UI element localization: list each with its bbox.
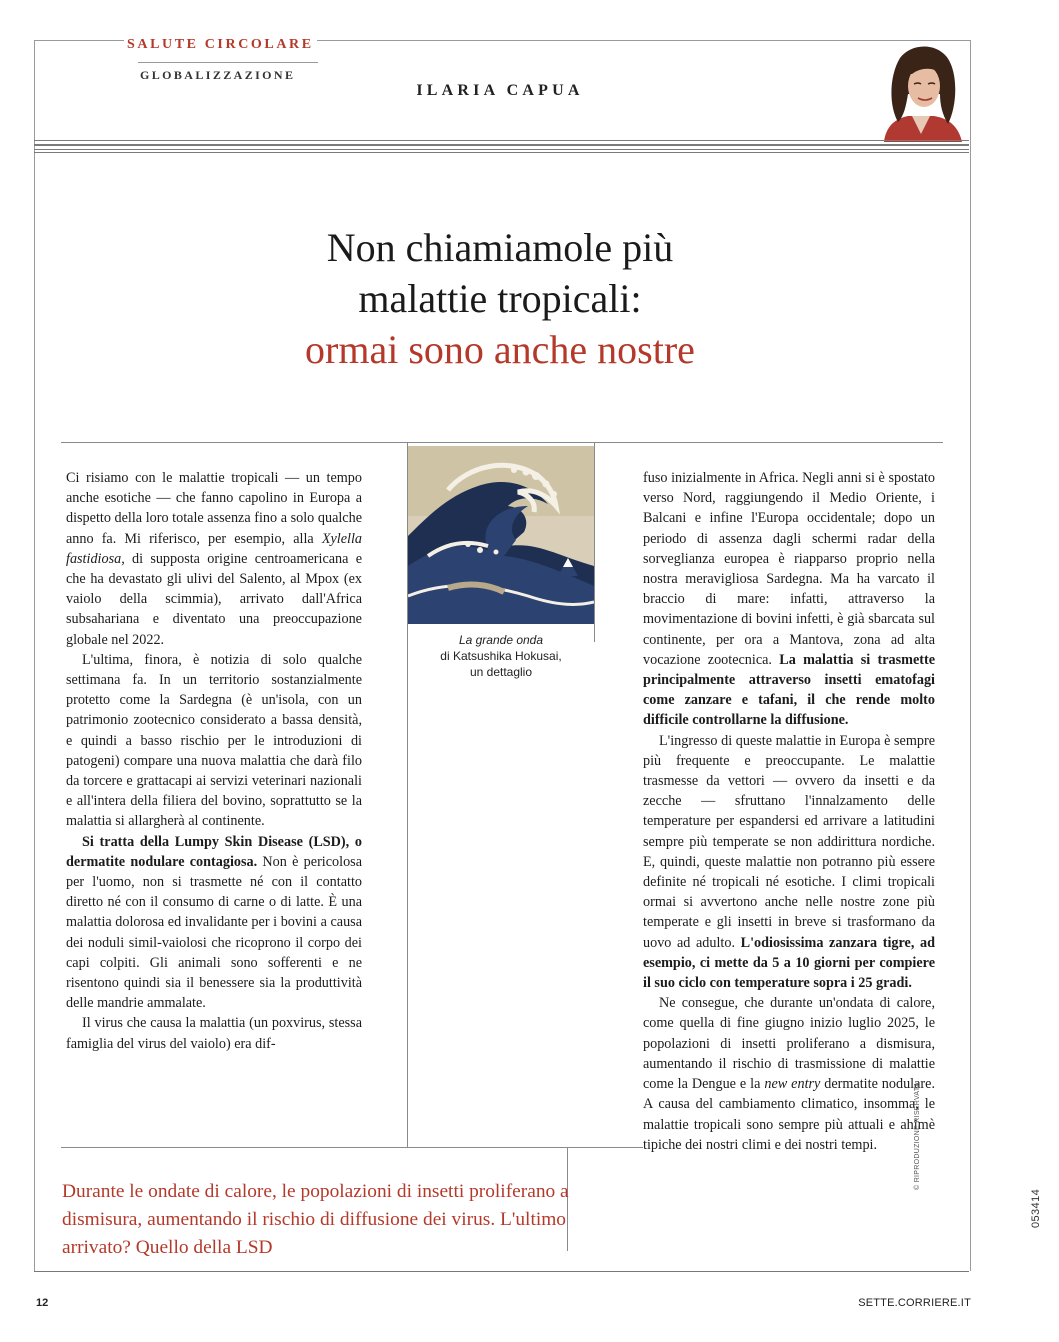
caption-title: La grande onda (458, 633, 544, 647)
header-rule (34, 149, 969, 150)
subsection-kicker: GLOBALIZZAZIONE (140, 68, 296, 82)
article-code: 053414 (1030, 1188, 1042, 1228)
header-rule (34, 140, 969, 141)
footer-rule (34, 1271, 969, 1272)
great-wave-image (408, 446, 594, 624)
image-divider-right (594, 442, 595, 642)
paragraph: Ne consegue, che durante un'ondata di calore, come quella di fine giugno inizio luglio 2025, le popolazioni di insetti proliferano a dismisura, aumentando il rischio di trasmissione di malattie come la Dengue e la new entry dermatite nodulare. A causa del cambiamento climatico, insomma, le malattie tropicali sono sempre più attuali e ahimè tipiche dei nostri climi e dei nostri tempi. (643, 995, 935, 1153)
headline-line-1: Non chiamiamole più (326, 225, 674, 270)
page-number: 12 (36, 1297, 49, 1309)
paragraph: Si tratta della Lumpy Skin Disease (LSD), o dermatite nodulare contagiosa. Non è pericolosa per l'uomo, non si trasmette né con il contatto diretto né con il consumo di carne o di latte. È una malattia dolorosa ed invalidante per i bovini a causa dei noduli simil-vaiolosi che ricoprono il corpo dei capi colpiti. Gli animali sono sofferenti e ne risentono quindi sia il benessere sia la produttività delle mandrie ammalate. (66, 833, 362, 1012)
pullquote-rule (61, 1147, 643, 1148)
author-name: ILARIA CAPUA (416, 82, 584, 99)
pull-quote: Durante le ondate di calore, le popolazioni di insetti proliferano a dismisura, aumentando il rischio di diffusione dei virus. L'ultimo arrivato? Quello della LSD (62, 1181, 569, 1258)
image-caption (408, 632, 594, 680)
paragraph: fuso inizialmente in Africa. Negli anni si è spostato verso Nord, raggiungendo il Medio Oriente, i Balcani e infine l'Europa occidentale; dopo un periodo di assenza dagli schermi radar della sorveglianza europea è riapparso proprio nella nostra meravigliosa Sardegna. Ma ha varcato il braccio di mare: infatti, attraverso la movimentazione di bovini infetti, è già sbarcata sul continente, per ora a Mantova, zona ad alta vocazione zootecnica. La malattia si trasmette principalmente attraverso insetti ematofagi come zanzare e tafani, il che rende molto difficile controllarne la diffusione. (643, 470, 936, 729)
author-portrait (878, 44, 964, 142)
site-url: SETTE.CORRIERE.IT (858, 1297, 971, 1309)
headline-line-3: ormai sono anche nostre (305, 327, 695, 372)
caption-line: di Katsushika Hokusai, (440, 649, 562, 663)
body-top-rule (61, 442, 943, 443)
section-kicker: SALUTE CIRCOLARE (124, 37, 317, 53)
headline-line-2: malattie tropicali: (358, 276, 642, 321)
paragraph: L'ingresso di queste malattie in Europa è sempre più frequente e preoccupante. Le malattie trasmesse da vettori — ovvero da insetti e da zecche — sfruttano l'innalzamento delle temperature per espandersi ed arrivare a latitudini sempre più temperate se non addirittura nordiche. E, quindi, queste malattie non potranno più essere definite né tropicali né esotiche. I climi tropicali ormai si avvertono anche nelle nostre zone più temperate e gli insetti in breve si trasformano da uovo ad adulto. L'odiosissima zanzara tigre, ad esempio, ci mette da 5 a 10 giorni per compiere il suo ciclo con temperature sopra i 25 gradi. (643, 732, 935, 992)
article-column-left (66, 468, 362, 1054)
caption-line: un dettaglio (469, 665, 533, 679)
header-rule (34, 144, 969, 146)
copyright-notice: © RIPRODUZIONE RISERVATA (914, 1082, 921, 1190)
paragraph: L'ultima, finora, è notizia di solo qualche settimana fa. In un territorio sostanzialmente protetto come la Sardegna (è un'isola, con un patrimonio zootecnico considerato a bassa densità, e quindi a basso rischio per le introduzioni di patogeni) compare una nuova malattia che darà filo da torcere e grattacapi ai servizi veterinari nazionali e all'intera della filiera del bovino, soprattutto se la malattia si allargherà al continente. (66, 651, 362, 830)
kicker-rule (138, 62, 318, 63)
header-rule (34, 152, 969, 153)
paragraph: Il virus che causa la malattia (un poxvirus, stessa famiglia del virus del vaiolo) era dif- (66, 1015, 362, 1052)
paragraph: Ci risiamo con le malattie tropicali — un tempo anche esotiche — che fanno capolino in Europa a dispetto della loro totale assenza fino a solo qualche anno fa. Mi riferisco, per esempio, alla Xylella fastidiosa, di supposta origine centroamericana e che ha devastato gli ulivi del Salento, al Mpox (ex vaiolo della scimmia), arrivato dall'Africa subsahariana e diventato una preoccupazione globale nel 2022. (66, 470, 362, 648)
headline (0, 222, 1000, 375)
article-column-right (643, 468, 935, 1155)
